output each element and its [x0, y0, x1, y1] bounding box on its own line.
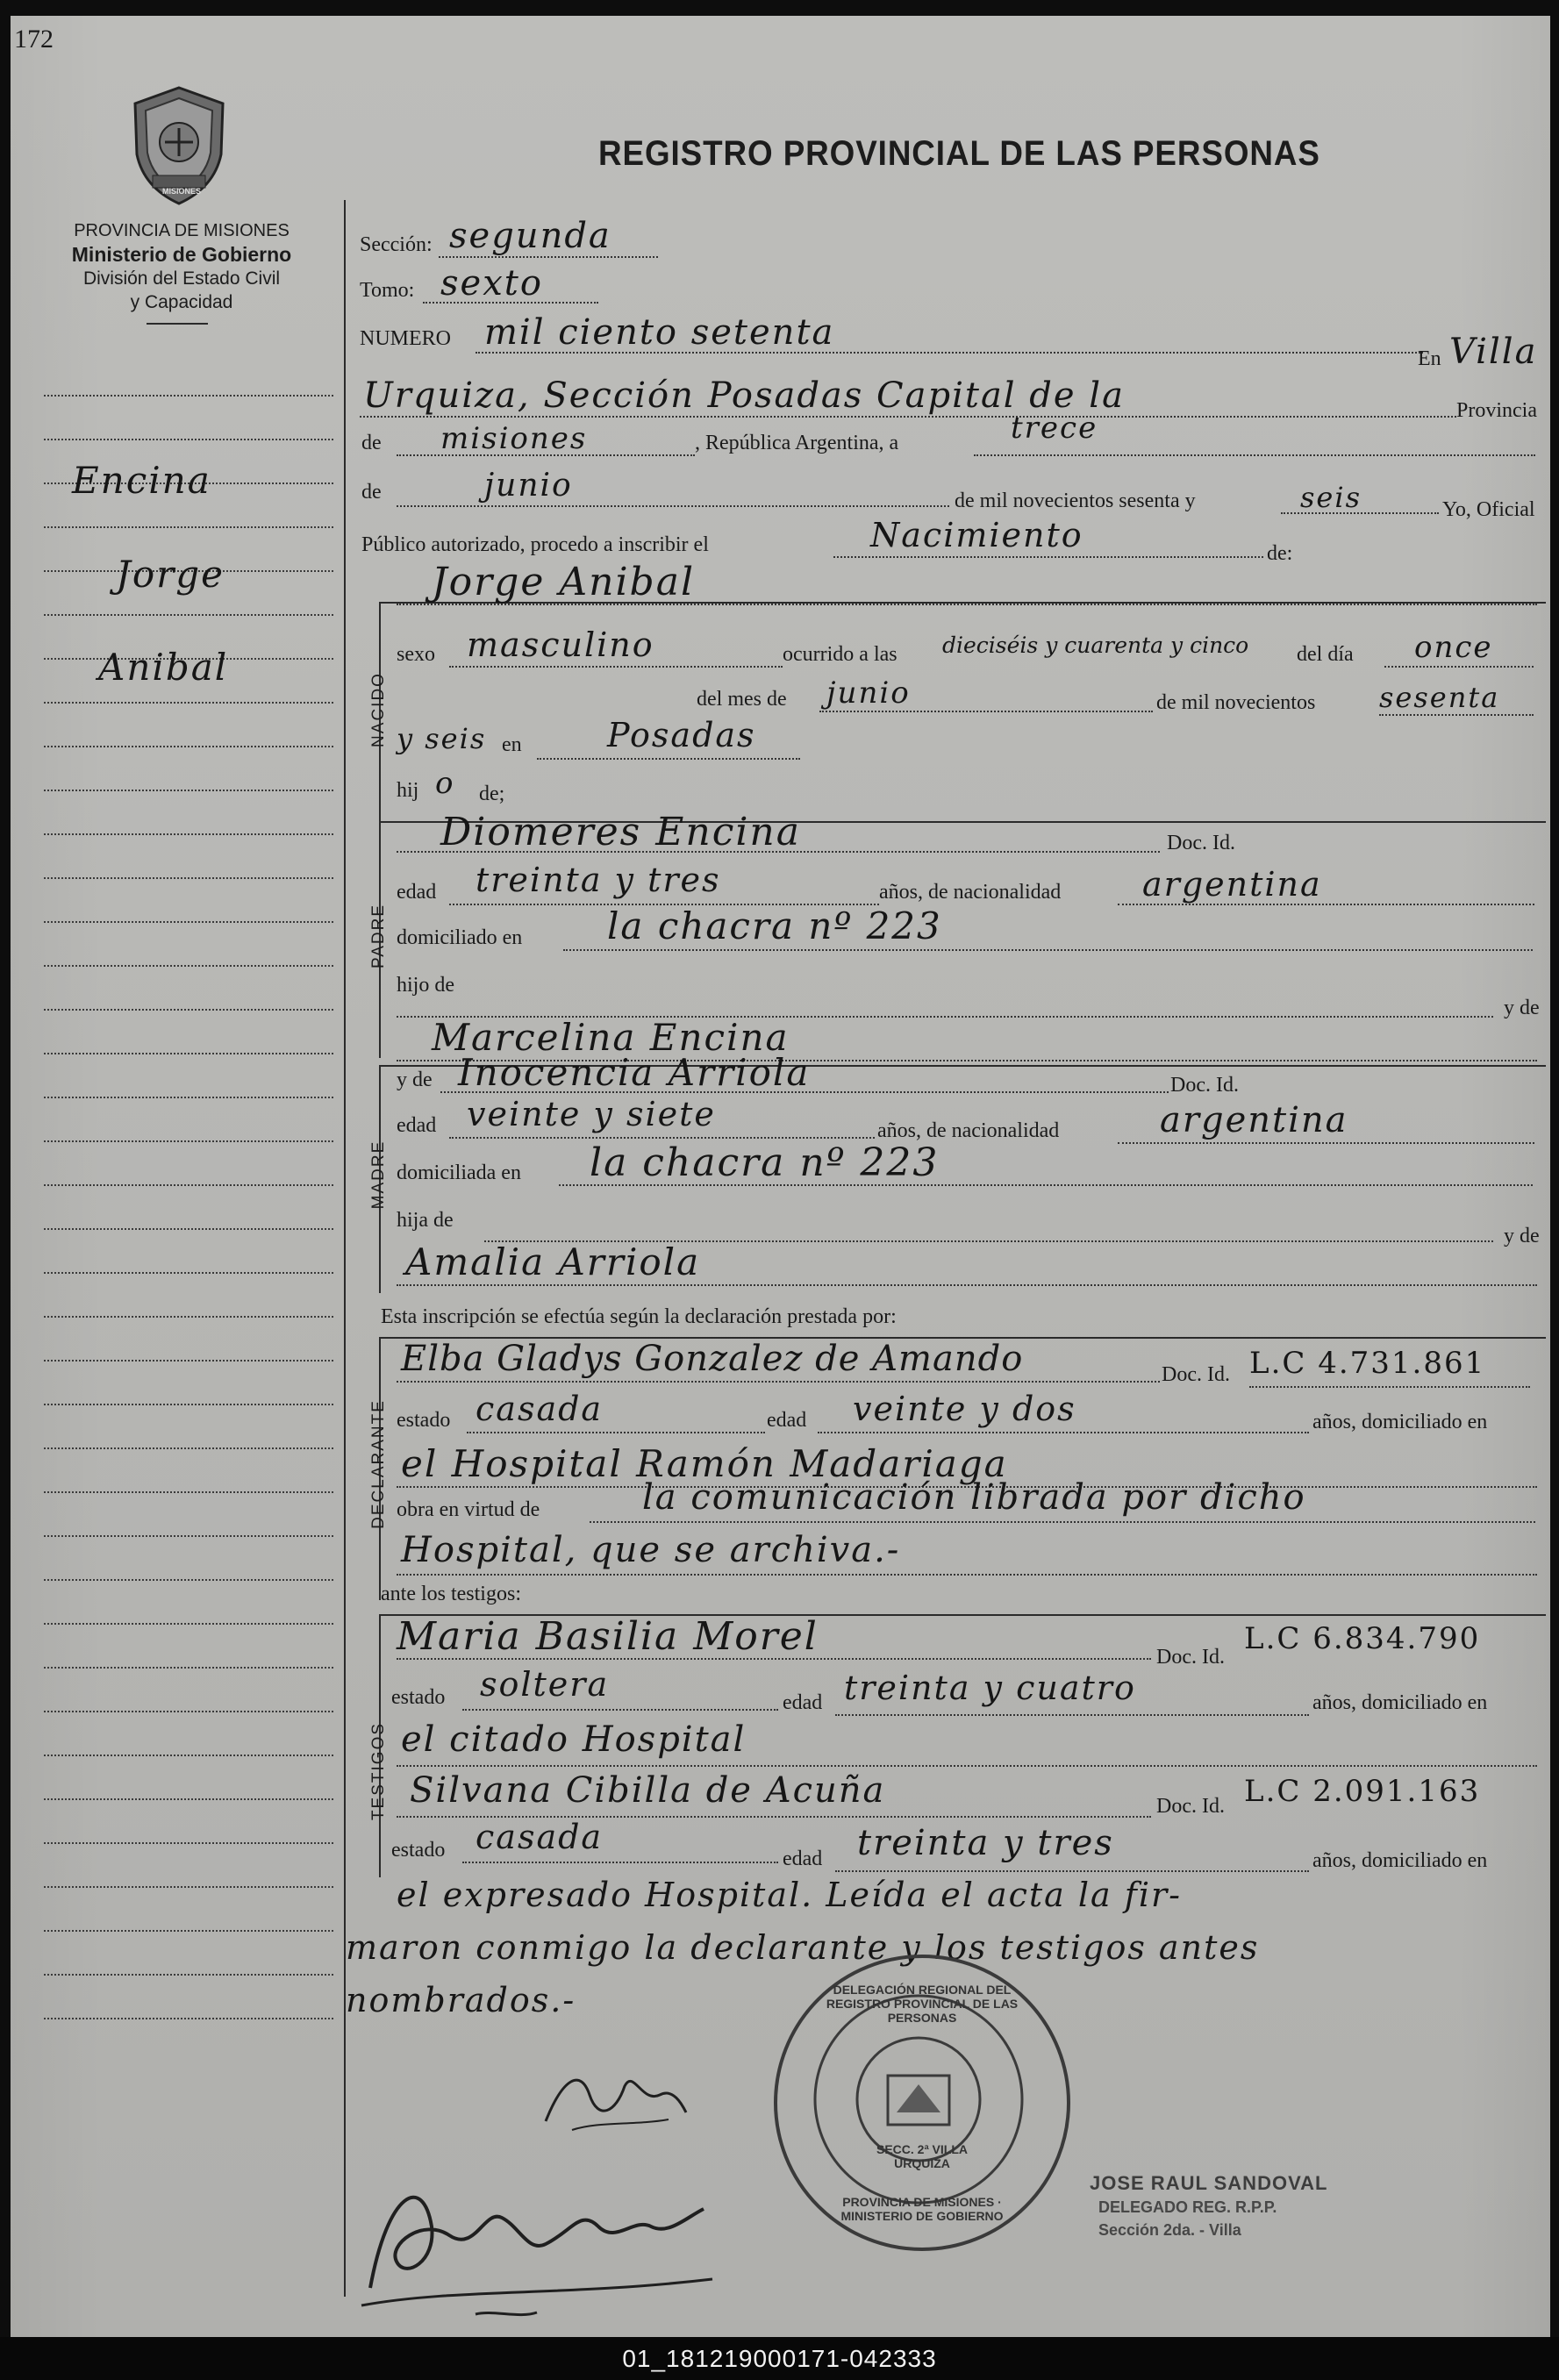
testigo1-edad-label: edad	[783, 1691, 823, 1714]
testigo1-nombre: Maria Basilia Morel	[397, 1614, 819, 1659]
declarante-estado-label: estado	[397, 1409, 451, 1432]
madre-nac-dots	[1118, 1142, 1534, 1144]
acto-dots	[833, 556, 1263, 558]
madre-nac-value: argentina	[1160, 1100, 1348, 1140]
testigos-intro: ante los testigos:	[381, 1583, 521, 1605]
madre-hija-de-label: hija de	[397, 1209, 454, 1232]
dia-nac-dots	[1384, 666, 1534, 668]
del-mes-label: del mes de	[697, 688, 787, 711]
lugar-dots	[537, 758, 800, 760]
declarante-obra-dots	[590, 1521, 1535, 1523]
nacido-dia-value: once	[1414, 630, 1493, 665]
madre-padres-value: Amalia Arriola	[405, 1240, 701, 1283]
testigo2-estado-dots	[462, 1862, 778, 1863]
nacido-section-label: NACIDO	[369, 672, 388, 747]
declarante-edad-label: edad	[767, 1409, 807, 1432]
ocurrido-label: ocurrido a las	[783, 643, 897, 666]
provincia-label: Provincia	[1456, 399, 1537, 422]
location-value: Urquiza, Sección Posadas Capital de la	[363, 375, 1125, 416]
padre-edad-label: edad	[397, 881, 437, 904]
margin-note-second-name: Anibal	[98, 646, 229, 689]
declarante-dom-label: años, domiciliado en	[1312, 1411, 1488, 1433]
org-ministry: Ministerio de Gobierno	[71, 243, 292, 266]
declarante-edad-dots	[818, 1432, 1309, 1433]
declarante-name-dots	[397, 1381, 1160, 1383]
page-title: REGISTRO PROVINCIAL DE LAS PERSONAS	[598, 134, 1320, 173]
org-block	[19, 219, 344, 314]
padre-nac-dots	[1118, 904, 1534, 905]
crest-label: MISIONES	[161, 187, 201, 196]
tomo-label: Tomo:	[360, 279, 415, 302]
declarante-edad-value: veinte y dos	[853, 1390, 1076, 1428]
footer-caption: 01_181219000171-042333	[0, 2337, 1559, 2380]
madre-dom-label: domiciliada en	[397, 1161, 521, 1184]
numero-label: NUMERO	[360, 327, 452, 350]
nacido-lugar: Posadas	[607, 716, 756, 754]
testigo1-doc: L.C 6.834.790	[1244, 1621, 1481, 1656]
declarante-estado-dots	[467, 1432, 765, 1433]
mes-value: junio	[484, 468, 573, 504]
declarante-doc-value: L.C 4.731.861	[1249, 1346, 1486, 1381]
year-text: de mil novecientos sesenta y	[955, 490, 1196, 512]
testigo1-dom-dots	[397, 1765, 1537, 1767]
padre-edad-value: treinta y tres	[476, 861, 721, 899]
testigo2-edad-label: edad	[783, 1848, 823, 1870]
padre-hijo-de-label: hijo de	[397, 974, 454, 997]
nacido-anio-value: sesenta	[1379, 681, 1500, 714]
testigo2-estado: casada	[476, 1818, 604, 1856]
de-label-1: de	[361, 432, 382, 454]
testigo1-estado-label: estado	[391, 1686, 446, 1709]
declarante-doc-dots	[1249, 1386, 1530, 1388]
madre-doc-label: Doc. Id.	[1170, 1074, 1239, 1097]
hijo-de: de;	[479, 783, 505, 805]
testigo1-dom: el citado Hospital	[401, 1719, 747, 1760]
padre-dom-label: domiciliado en	[397, 926, 523, 949]
testigo1-dom-label: años, domiciliado en	[1312, 1691, 1488, 1714]
madre-dom-value: la chacra nº 223	[590, 1140, 940, 1185]
sexo-value: masculino	[467, 625, 654, 664]
official-name: JOSE RAUL SANDOVAL	[1090, 2172, 1328, 2194]
padre-dom-dots	[563, 949, 1533, 951]
margin-note-first-name: Jorge	[116, 553, 225, 596]
declarante-obra-label: obra en virtud de	[397, 1498, 540, 1521]
mil-label: de mil novecientos	[1156, 691, 1316, 714]
sexo-label: sexo	[397, 643, 435, 666]
org-capacidad: y Capacidad	[130, 292, 233, 312]
madre-y-de-label: y de	[397, 1068, 433, 1091]
provincia-value: misiones	[440, 421, 588, 456]
oficial-text: Yo, Oficial	[1442, 498, 1535, 521]
de-label-2: de	[361, 481, 382, 504]
official-seal-stamp	[774, 1955, 1070, 2251]
padre-dom-value: la chacra nº 223	[607, 904, 942, 947]
dia-value: trece	[1011, 411, 1098, 446]
anio-nac-dots	[1379, 714, 1534, 716]
acto-value: Nacimiento	[870, 516, 1083, 554]
testigo2-edad: treinta y tres	[857, 1823, 1114, 1863]
year-value: seis	[1300, 481, 1362, 514]
declarante-nombre: Elba Gladys Gonzalez de Amando	[401, 1339, 1024, 1379]
declarante-obra-value-2: Hospital, que se archiva.-	[401, 1530, 901, 1570]
padre-nac-value: argentina	[1142, 865, 1322, 904]
testigo2-edad-dots	[835, 1870, 1309, 1872]
testigo1-estado: soltera	[480, 1665, 610, 1704]
testigo2-doc: L.C 2.091.163	[1244, 1774, 1481, 1809]
padre-section-label: PADRE	[369, 903, 388, 969]
padre-padres-value: Marcelina Encina	[432, 1016, 790, 1059]
stamp-bottom-text: PROVINCIA DE MISIONES · MINISTERIO DE GOBIERNO	[840, 2195, 1004, 2223]
padre-nac-label: años, de nacionalidad	[879, 881, 1062, 904]
de-colon: de:	[1267, 542, 1293, 565]
dia-dots	[974, 454, 1535, 456]
madre-nombre: Inocencia Arriola	[458, 1051, 811, 1094]
testigo2-dom-label: años, domiciliado en	[1312, 1849, 1488, 1872]
seccion-label: Sección:	[360, 233, 433, 256]
signature-testigos	[353, 2156, 730, 2336]
seccion-value: segunda	[449, 216, 611, 256]
del-dia-label: del día	[1297, 643, 1354, 666]
madre-edad-dots	[449, 1137, 875, 1139]
madre-nac-label: años, de nacionalidad	[877, 1119, 1060, 1142]
mes-dots	[397, 505, 949, 507]
testigos-section-label: TESTIGOS	[369, 1721, 388, 1821]
hijo-suffix: o	[435, 766, 455, 801]
publico-text: Público autorizado, procedo a inscribir el	[361, 533, 709, 556]
madre-y-de: y de	[1504, 1225, 1540, 1247]
padre-nombre: Diomeres Encina	[440, 810, 801, 854]
nacido-mes-value: junio	[826, 675, 911, 711]
padre-doc-label: Doc. Id.	[1167, 832, 1235, 854]
declarante-estado-value: casada	[476, 1390, 604, 1428]
testigo2-doc-label: Doc. Id.	[1156, 1795, 1225, 1818]
declarante-dom-value: el Hospital Ramón Madariaga	[401, 1442, 1008, 1485]
en-label: En	[1418, 347, 1441, 370]
madre-section-label: MADRE	[369, 1140, 388, 1210]
en-value: Villa	[1449, 332, 1538, 372]
madre-padres-dots-2	[397, 1284, 1537, 1286]
tomo-value: sexto	[440, 263, 543, 304]
declarante-obra-dots-2	[397, 1574, 1537, 1576]
testigo2-dom: el expresado Hospital. Leída el acta la fir-	[397, 1876, 1182, 1914]
org-province: PROVINCIA DE MISIONES	[74, 221, 290, 240]
org-divider	[147, 323, 208, 325]
signature-declarante	[537, 2060, 695, 2152]
nacido-en-label: en	[502, 733, 522, 756]
testigo1-doc-label: Doc. Id.	[1156, 1646, 1225, 1669]
stamp-inner-text: SECC. 2ª VILLA URQUIZA	[876, 2142, 968, 2170]
testigo1-estado-dots	[462, 1709, 778, 1711]
declarante-doc-label: Doc. Id.	[1162, 1363, 1230, 1386]
page-number: 172	[14, 25, 54, 54]
closing-line-2: nombrados.-	[346, 1981, 576, 2019]
testigo2-nombre: Silvana Cibilla de Acuña	[410, 1770, 886, 1811]
sexo-dots	[449, 666, 783, 668]
madre-edad-label: edad	[397, 1114, 437, 1137]
testigo2-estado-label: estado	[391, 1839, 446, 1862]
official-seccion: Sección 2da. - Villa	[1098, 2221, 1241, 2239]
location-dots	[360, 416, 1456, 418]
closing-line-1: maron conmigo la declarante y los testigos antes	[346, 1928, 1260, 1967]
nacido-anio-cont: y seis	[397, 722, 487, 755]
margin-note-surname: Encina	[72, 459, 211, 502]
testigo1-edad: treinta y cuatro	[844, 1669, 1136, 1707]
testigo1-edad-dots	[835, 1714, 1309, 1716]
declarante-obra-value: la comunicación librada por dicho	[642, 1477, 1306, 1518]
padre-y-de: y de	[1504, 997, 1540, 1019]
republica-text: , República Argentina, a	[695, 432, 899, 454]
stamp-outer-text: DELEGACIÓN REGIONAL DEL REGISTRO PROVINCIAL DE LAS PERSONAS	[826, 1983, 1019, 2025]
numero-value: mil ciento setenta	[484, 312, 835, 353]
official-title: DELEGADO REG. R.P.P.	[1098, 2198, 1277, 2216]
seccion-dots	[439, 256, 658, 258]
declarante-section-label: DECLARANTE	[369, 1399, 388, 1529]
hijo-label: hij	[397, 779, 419, 802]
nacido-nombre: Jorge Anibal	[432, 560, 696, 604]
org-division: División del Estado Civil	[82, 268, 281, 289]
declarante-intro: Esta inscripción se efectúa según la declaración prestada por:	[381, 1305, 897, 1328]
register-page	[11, 16, 1550, 2337]
hora-value: dieciséis y cuarenta y cinco	[942, 633, 1249, 658]
mes-nac-dots	[819, 711, 1153, 712]
madre-edad-value: veinte y siete	[467, 1095, 716, 1133]
